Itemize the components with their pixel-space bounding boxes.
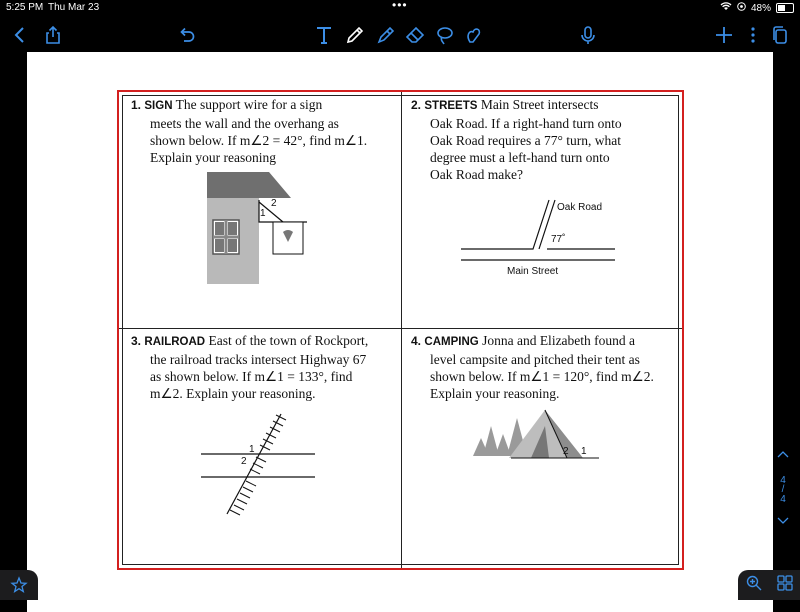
problem-3-text: [131, 332, 401, 402]
lasso-icon[interactable]: [432, 22, 458, 48]
favorites-button[interactable]: [0, 570, 38, 600]
problem-line: level campsite and pitched their tent as: [430, 352, 640, 367]
status-time: 5:25 PM: [6, 2, 44, 13]
eraser-icon[interactable]: [402, 22, 428, 48]
bottom-right-controls: [738, 570, 800, 600]
problem-line: meets the wall and the overhang as: [150, 116, 339, 131]
camping-angle-2-label: 2: [563, 446, 569, 457]
chevron-down-icon[interactable]: [774, 517, 792, 528]
railroad-angle-2-label: 2: [241, 456, 247, 467]
more-icon[interactable]: [740, 22, 766, 48]
text-tool-icon[interactable]: [311, 22, 337, 48]
problem-line: East of the town of Rockport,: [208, 333, 369, 348]
problem-line: The support wire for a sign: [175, 97, 323, 112]
problem-number: 3.: [131, 334, 142, 348]
problem-line: Explain your reasoning.: [430, 386, 560, 401]
problem-line: Jonna and Elizabeth found a: [482, 333, 636, 348]
streets-angle-label: 77˚: [551, 234, 566, 245]
problem-keyword: RAILROAD: [144, 336, 206, 348]
shapes-icon[interactable]: [461, 22, 487, 48]
add-icon[interactable]: [711, 22, 737, 48]
multitasking-dots[interactable]: •••: [392, 0, 408, 12]
wifi-icon: [720, 2, 732, 14]
streets-figure: [455, 192, 625, 282]
battery-percent: 48%: [750, 2, 771, 14]
location-icon: [737, 2, 746, 14]
grid-divider-vertical: [401, 92, 402, 568]
worksheet: [117, 90, 684, 570]
camping-angle-1-label: 1: [581, 446, 587, 457]
zoom-icon[interactable]: [745, 574, 763, 597]
railroad-figure: [199, 410, 319, 518]
problem-1-text: [131, 96, 396, 166]
problem-2-text: [411, 96, 676, 183]
share-icon[interactable]: [40, 22, 66, 48]
problem-line: Explain your reasoning: [150, 150, 276, 165]
status-date: Thu Mar 23: [48, 2, 100, 13]
problem-line: Oak Road requires a 77° turn, what: [430, 133, 621, 148]
page-total: 4: [780, 494, 786, 505]
problem-line: the railroad tracks intersect Highway 67: [150, 352, 367, 367]
problem-line: as shown below. If m∠1 = 133°, find: [150, 369, 353, 384]
grid-divider-horizontal: [119, 328, 682, 329]
page-current: 4: [780, 475, 786, 486]
problem-keyword: STREETS: [424, 100, 478, 112]
problem-4-text: [411, 332, 681, 402]
sign-figure: [199, 170, 319, 288]
problem-number: 4.: [411, 334, 422, 348]
problem-number: 2.: [411, 98, 422, 112]
chevron-up-icon[interactable]: [774, 450, 792, 461]
back-chevron-icon[interactable]: [7, 22, 33, 48]
railroad-angle-1-label: 1: [249, 444, 255, 455]
pen-icon[interactable]: [342, 22, 368, 48]
main-street-label: Main Street: [507, 266, 559, 277]
oak-road-label: Oak Road: [557, 202, 603, 213]
highlighter-icon[interactable]: [373, 22, 399, 48]
undo-icon[interactable]: [174, 22, 200, 48]
microphone-icon[interactable]: [575, 22, 601, 48]
problem-keyword: CAMPING: [424, 336, 479, 348]
pages-icon[interactable]: [767, 22, 793, 48]
problem-number: 1.: [131, 98, 142, 112]
status-bar: [0, 0, 800, 16]
sign-angle-2-label: 2: [271, 198, 277, 209]
problem-line: shown below. If m∠1 = 120°, find m∠2.: [430, 369, 654, 384]
problem-line: Oak Road make?: [430, 167, 523, 182]
sign-angle-1-label: 1: [260, 208, 266, 219]
status-indicators: [720, 2, 794, 14]
page-indicator[interactable]: [774, 450, 792, 528]
page-separator: /: [781, 484, 785, 495]
battery-icon: [776, 3, 794, 13]
problem-line: shown below. If m∠2 = 42°, find m∠1.: [150, 133, 368, 148]
star-icon: [10, 576, 28, 594]
problem-line: Oak Road. If a right-hand turn onto: [430, 116, 622, 131]
problem-line: degree must a left-hand turn onto: [430, 150, 610, 165]
problem-line: Main Street intersects: [480, 97, 599, 112]
camping-figure: [471, 404, 611, 464]
problem-keyword: SIGN: [144, 100, 173, 112]
page-grid-icon[interactable]: [776, 574, 794, 597]
toolbar: [0, 16, 800, 54]
problem-line: m∠2. Explain your reasoning.: [150, 386, 316, 401]
